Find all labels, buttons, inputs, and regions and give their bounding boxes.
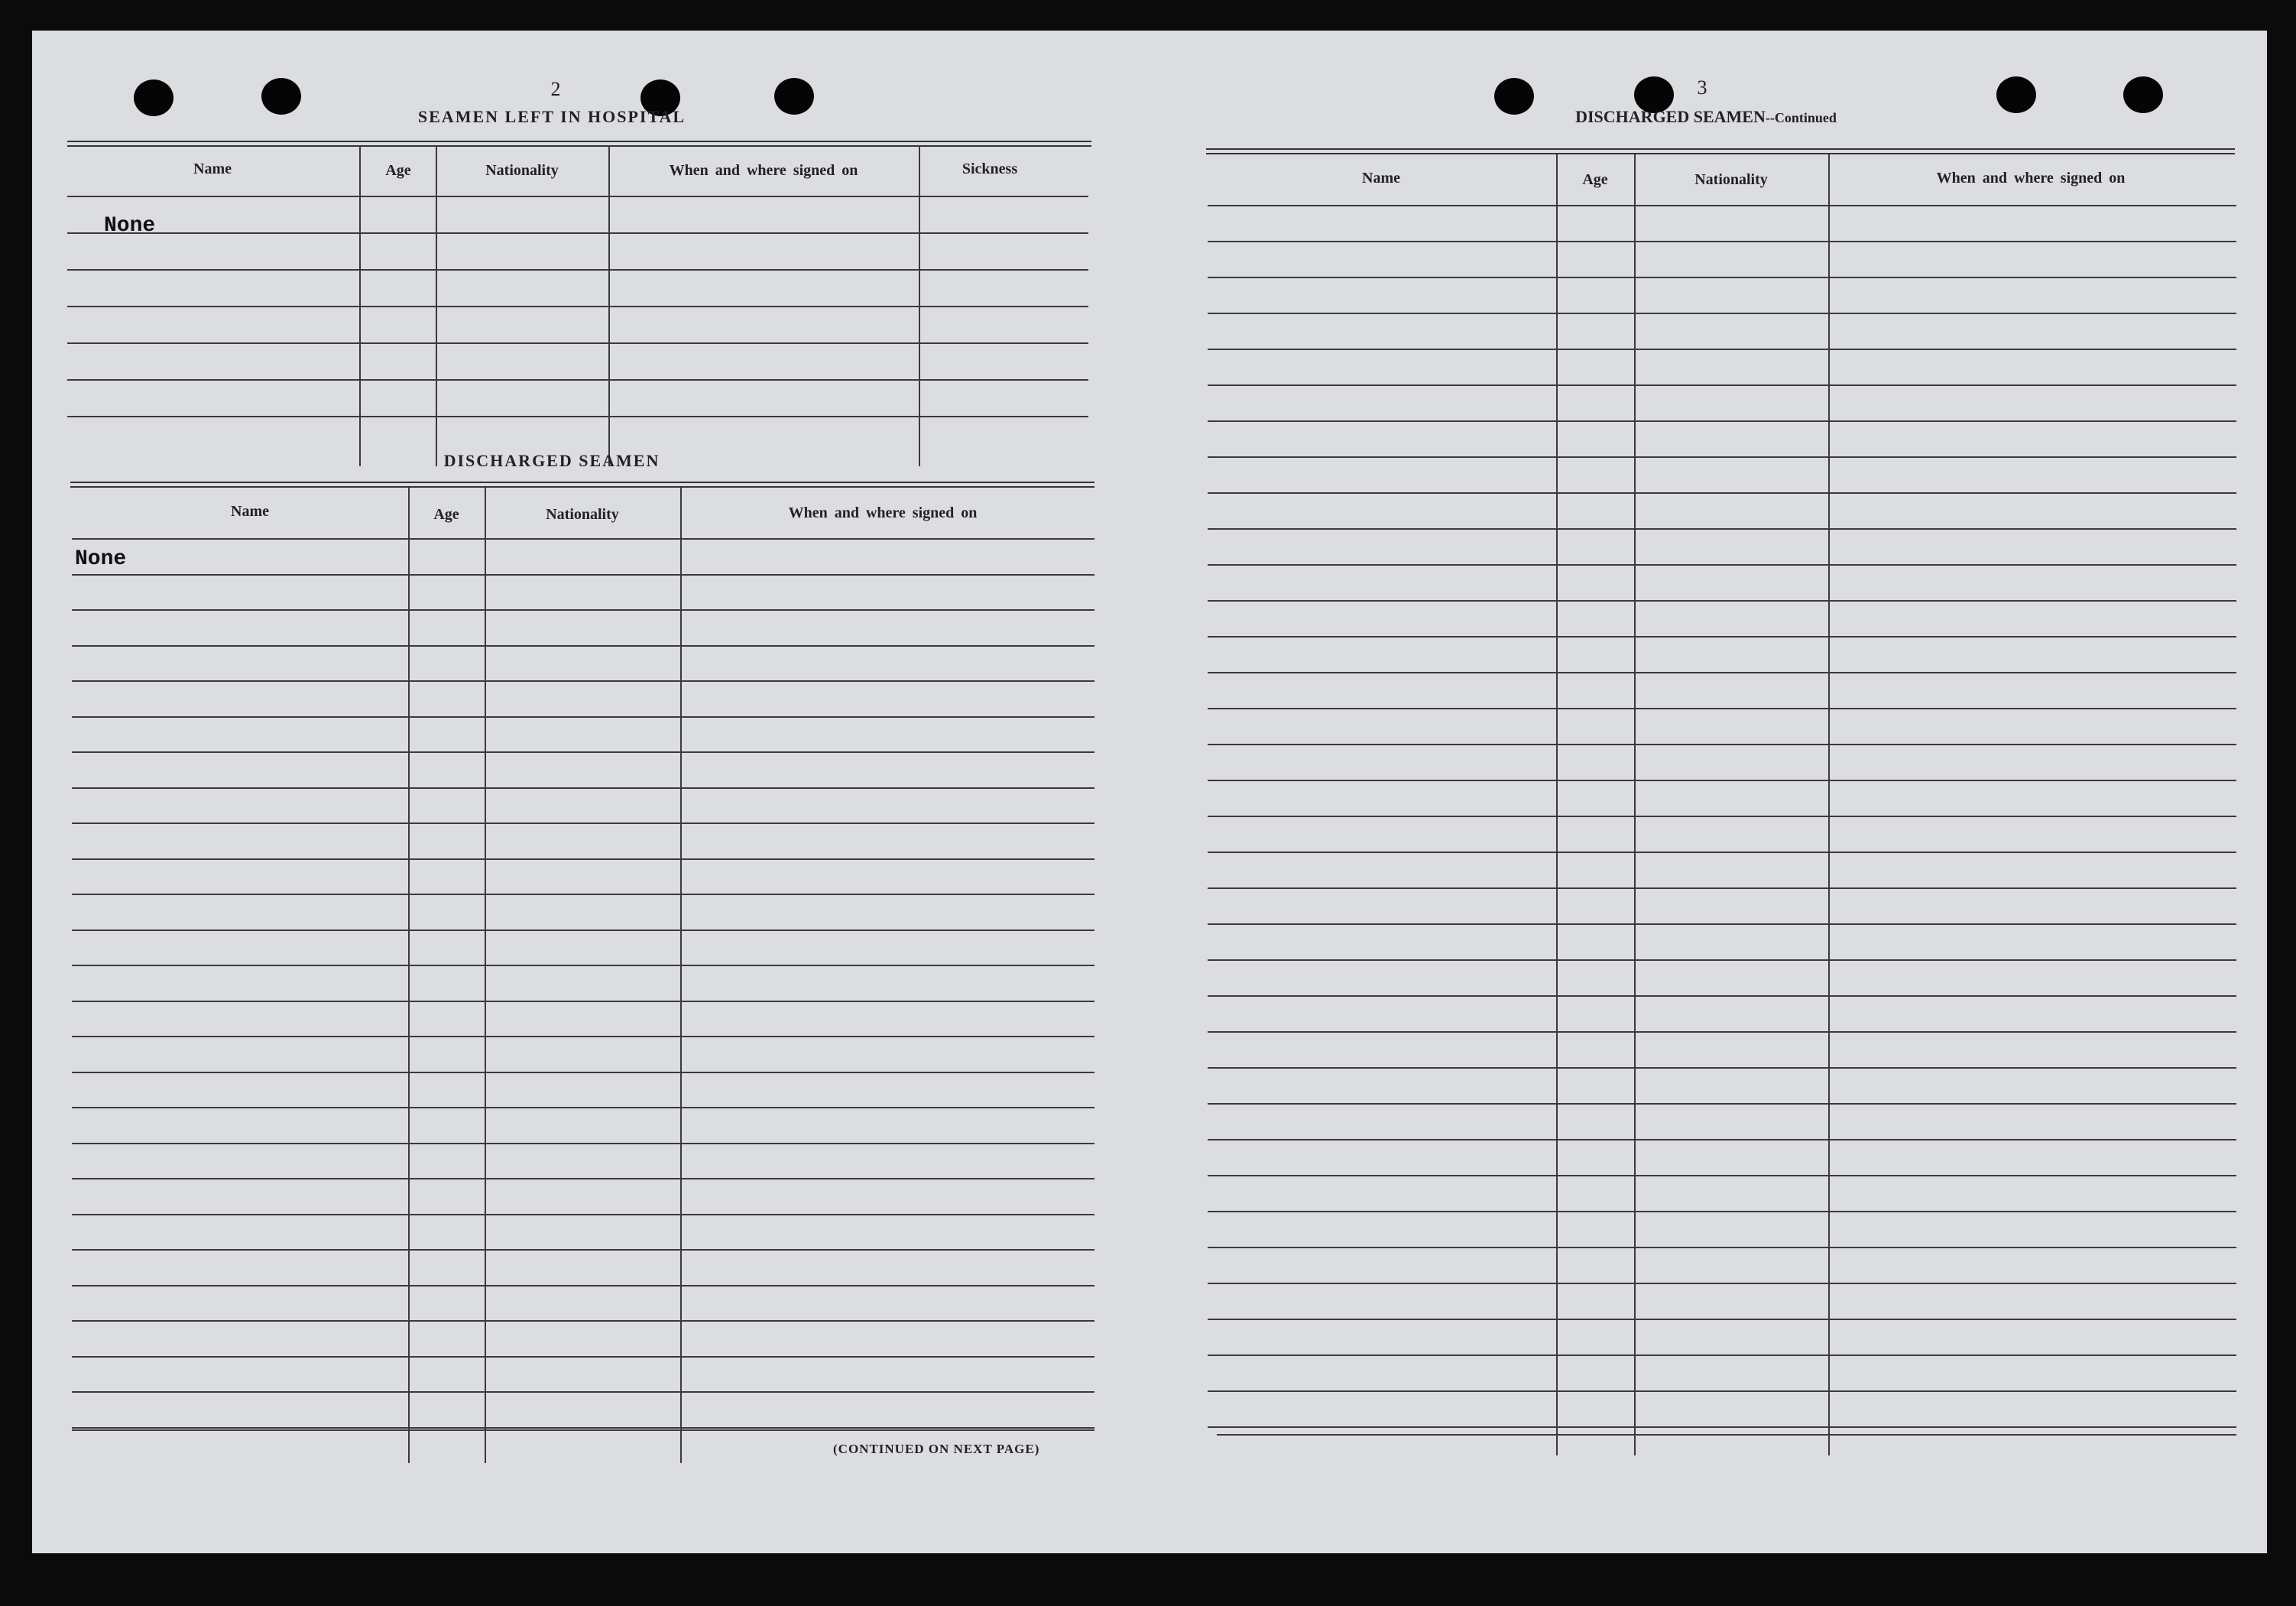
table-row-rule (1208, 492, 2236, 494)
table-row-rule (72, 538, 1094, 540)
table-row-rule (1208, 277, 2236, 278)
table-row-rule (1208, 672, 2236, 673)
table-row-rule (72, 1107, 1094, 1108)
table-row-rule (1208, 1355, 2236, 1356)
column-header-signed-on: When and where signed on (788, 505, 978, 521)
column-header-age: Age (433, 506, 459, 523)
table-row-rule (72, 1249, 1094, 1251)
table-top-rule (70, 486, 1094, 488)
table-row-rule (72, 858, 1094, 860)
table-row-rule (1208, 780, 2236, 781)
table-row-rule (72, 930, 1094, 931)
table-row-rule (72, 1427, 1094, 1429)
table-row-rule (1208, 1247, 2236, 1248)
table-bottom-rule (72, 1429, 1094, 1431)
table-row-rule (1208, 1139, 2236, 1140)
punch-hole (1996, 76, 2036, 113)
column-header-name: Name (193, 161, 232, 177)
table-row-rule (72, 1143, 1094, 1144)
table-row-rule (1208, 456, 2236, 458)
table-top-rule (70, 482, 1094, 483)
table-row-rule (72, 1320, 1094, 1322)
table-row-rule (1208, 241, 2236, 242)
table-row-rule (1208, 923, 2236, 925)
table-row-rule (1208, 1390, 2236, 1392)
table-row-rule (1208, 636, 2236, 638)
table-row-rule (1208, 564, 2236, 566)
table-row-rule (1208, 1319, 2236, 1320)
table-row-rule (1208, 420, 2236, 422)
document-sheet (32, 31, 2267, 1553)
table-row-rule (72, 574, 1094, 576)
table-row-rule (72, 1036, 1094, 1037)
table-row-rule (1208, 349, 2236, 350)
table-row-rule (1208, 313, 2236, 314)
discharged-section-title: DISCHARGED SEAMEN (443, 451, 660, 470)
table-row-rule (67, 232, 1088, 234)
discharged-entry-none: None (75, 547, 127, 571)
table-row-rule (1208, 708, 2236, 709)
column-divider (485, 488, 486, 1463)
table-row-rule (1208, 205, 2236, 206)
table-row-rule (72, 1001, 1094, 1002)
column-header-age: Age (385, 162, 411, 179)
table-row-rule (1208, 1211, 2236, 1212)
table-row-rule (1208, 528, 2236, 530)
discharged-continued-title (1530, 107, 1882, 127)
table-row-rule (72, 1356, 1094, 1358)
discharged-continued-title-main: DISCHARGED SEAMEN (1575, 107, 1766, 126)
column-divider (408, 488, 410, 1463)
table-row-rule (72, 680, 1094, 682)
table-row-rule (1208, 1283, 2236, 1284)
table-row-rule (1208, 384, 2236, 386)
table-row-rule (67, 306, 1088, 307)
continued-note: (CONTINUED ON NEXT PAGE) (833, 1442, 1040, 1456)
table-row-rule (72, 1391, 1094, 1393)
table-row-rule (72, 894, 1094, 895)
table-row-rule (1208, 1067, 2236, 1069)
table-bottom-rule (1217, 1434, 2236, 1436)
table-row-rule (1208, 852, 2236, 853)
table-row-rule (1208, 1103, 2236, 1105)
punch-hole (2123, 76, 2163, 113)
column-header-nationality: Nationality (485, 162, 559, 179)
hospital-section-title: SEAMEN LEFT IN HOSPITAL (417, 107, 686, 126)
table-row-rule (1208, 744, 2236, 745)
punch-hole (774, 78, 814, 115)
punch-hole (1494, 78, 1534, 115)
table-row-rule (72, 1072, 1094, 1073)
table-row-rule (1208, 600, 2236, 602)
table-row-rule (67, 416, 1088, 417)
table-row-rule (1208, 887, 2236, 889)
table-row-rule (72, 965, 1094, 966)
table-top-rule (1206, 148, 2235, 150)
column-divider (680, 488, 682, 1463)
table-row-rule (72, 787, 1094, 789)
table-top-rule (1206, 153, 2235, 154)
column-header-name: Name (1362, 170, 1400, 187)
page-number-right: 3 (1697, 76, 1707, 99)
hospital-entry-none: None (104, 214, 156, 238)
table-row-rule (72, 716, 1094, 718)
table-row-rule (72, 645, 1094, 647)
table-row-rule (1208, 995, 2236, 997)
table-row-rule (67, 269, 1088, 271)
table-row-rule (72, 822, 1094, 824)
table-row-rule (72, 1178, 1094, 1179)
table-row-rule (1208, 1175, 2236, 1176)
table-row-rule (67, 196, 1088, 197)
column-header-age: Age (1582, 171, 1608, 188)
punch-hole (134, 79, 173, 116)
table-row-rule (1208, 1426, 2236, 1428)
table-row-rule (72, 1214, 1094, 1215)
table-row-rule (1208, 816, 2236, 817)
table-row-rule (72, 751, 1094, 753)
column-header-name: Name (231, 503, 269, 520)
table-row-rule (72, 1285, 1094, 1286)
table-row-rule (67, 342, 1088, 344)
column-header-sickness: Sickness (962, 161, 1018, 177)
column-header-nationality: Nationality (546, 506, 619, 523)
discharged-continued-title-suffix: --Continued (1765, 110, 1837, 125)
table-row-rule (1208, 959, 2236, 961)
page-number-left: 2 (550, 78, 561, 100)
table-top-rule (67, 145, 1091, 147)
table-row-rule (1208, 1031, 2236, 1033)
column-header-signed-on: When and where signed on (669, 162, 858, 179)
punch-hole (261, 78, 301, 115)
table-row-rule (72, 609, 1094, 611)
column-header-nationality: Nationality (1694, 171, 1768, 188)
table-row-rule (67, 379, 1088, 381)
column-header-signed-on: When and where signed on (1936, 170, 2126, 187)
table-top-rule (67, 141, 1091, 142)
